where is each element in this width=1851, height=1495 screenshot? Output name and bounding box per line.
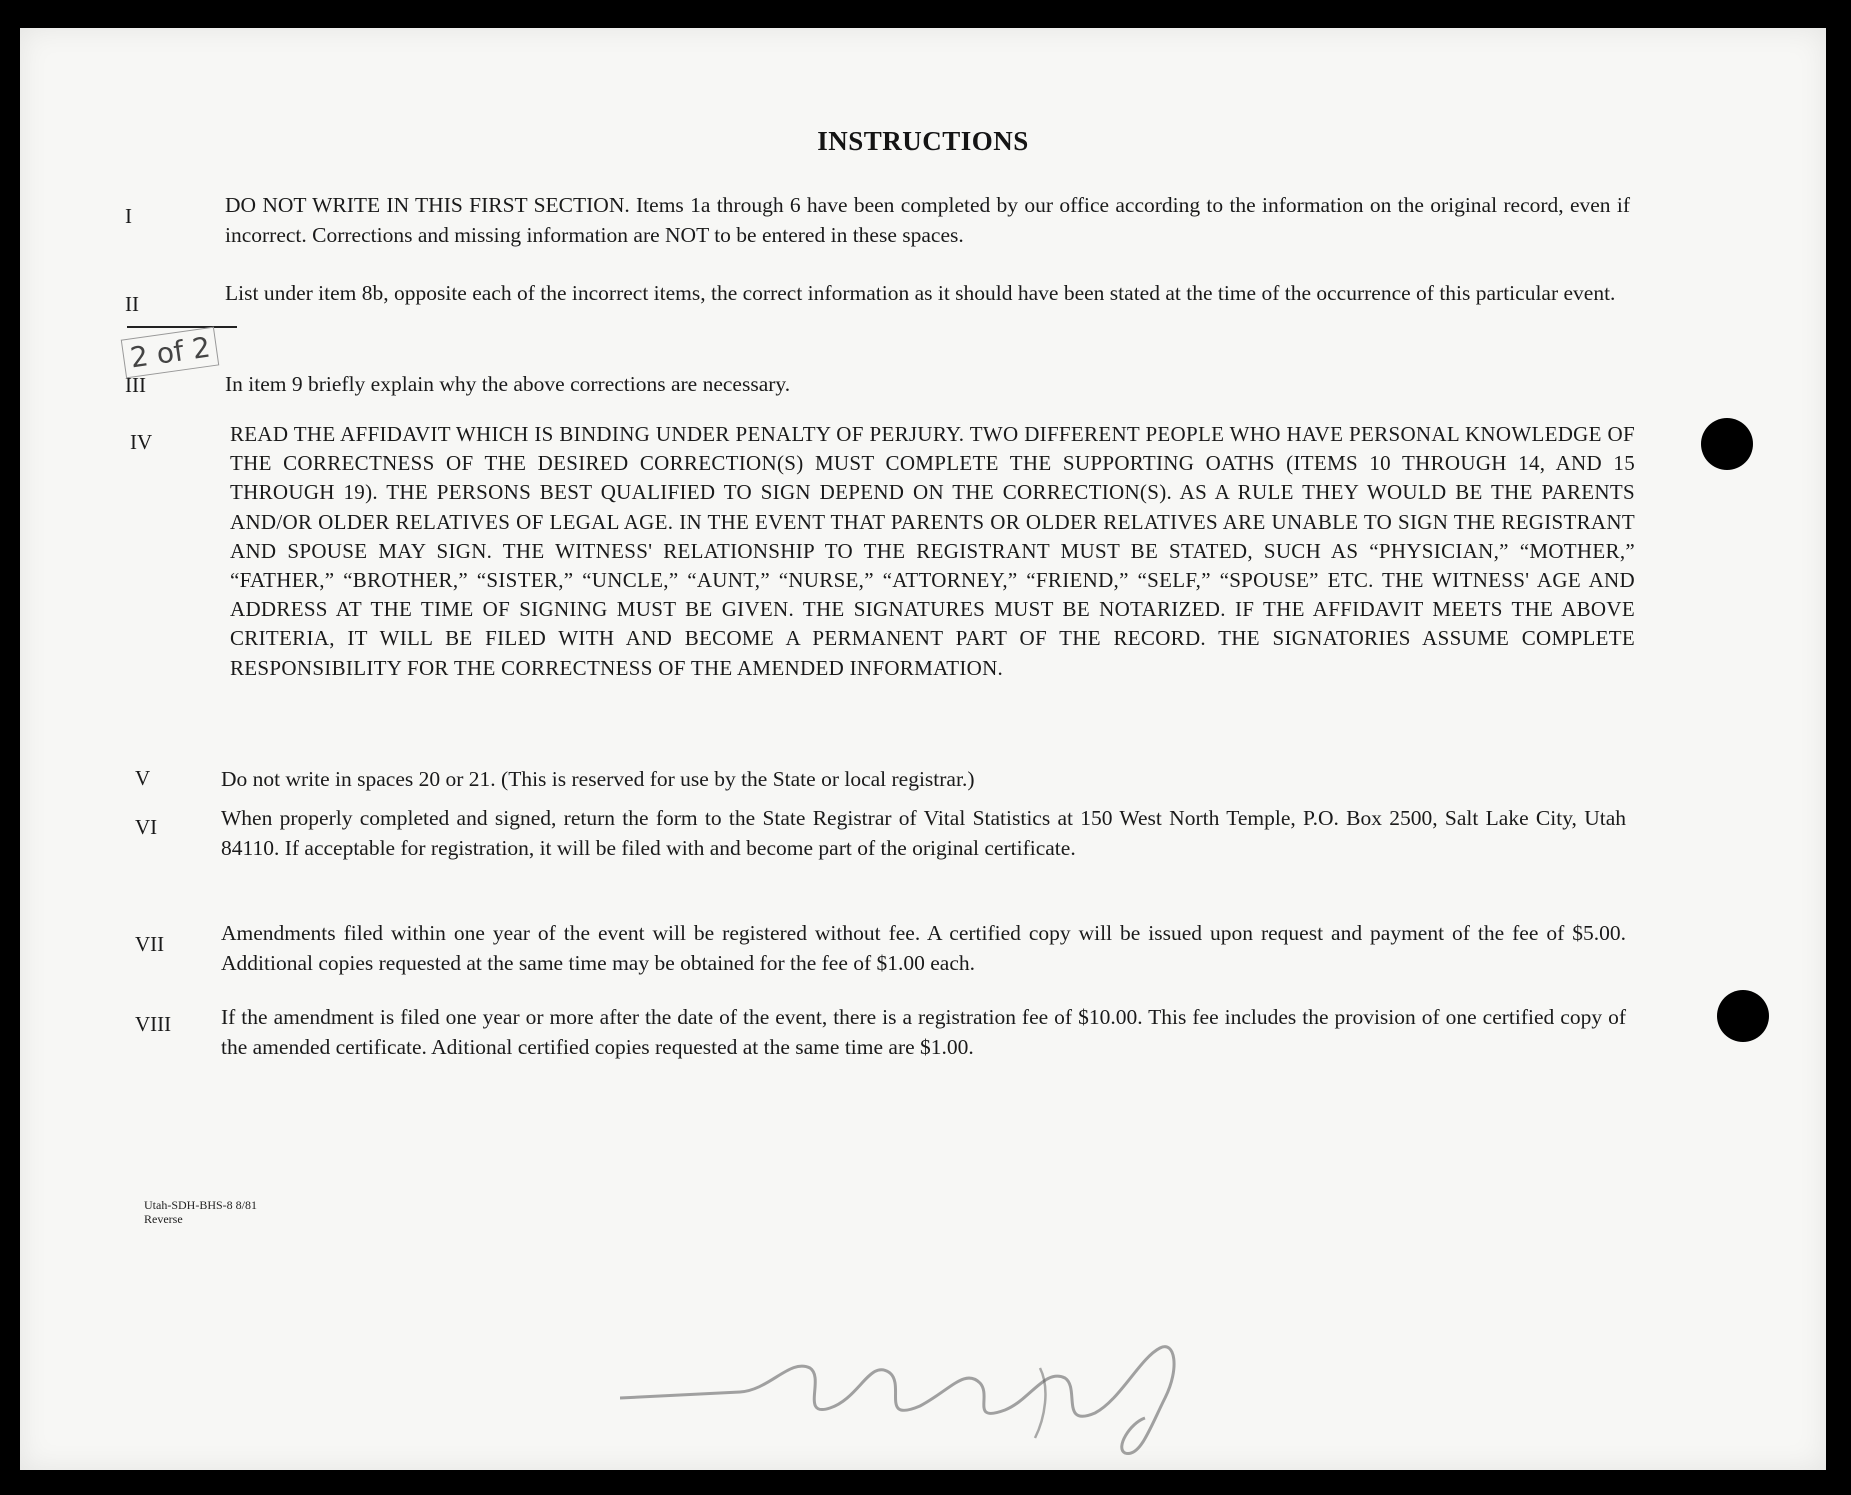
form-id: Utah-SDH-BHS-8 8/81 (144, 1198, 257, 1212)
item-text: READ THE AFFIDAVIT WHICH IS BINDING UNDER PENALTY OF PERJURY. TWO DIFFERENT PEOPLE WHO HAVE PERSONAL KNOWLEDGE OF THE CORRECTNESS OF THE DESIRED CORRECTION(S) MUST COMPLETE THE SUPPORTING OATHS (ITEMS 10 THROUGH 14, AND 15 THROUGH 19). THE PERSONS BEST QUALIFIED TO SIGN DEPEND ON THE CORRECTION(S). AS A RULE THEY WOULD BE THE PARENTS AND/OR OLDER RELATIVES OF LEGAL AGE. IN THE EVENT THAT PARENTS OR OLDER RELATIVES ARE UNABLE TO SIGN THE REGISTRANT AND SPOUSE MAY SIGN. THE WITNESS' RELATIONSHIP TO THE REGISTRANT MUST BE STATED, SUCH AS “PHYSICIAN,” “MOTHER,” “FATHER,” “BROTHER,” “SISTER,” “UNCLE,” “AUNT,” “NURSE,” “ATTORNEY,” “FRIEND,” “SELF,” “SPOUSE” ETC. THE WITNESS' AGE AND ADDRESS AT THE TIME OF SIGNING MUST BE GIVEN. THE SIGNATURES MUST BE NOTARIZED. IF THE AFFIDAVIT MEETS THE ABOVE CRITERIA, IT WILL BE FILED WITH AND BECOME A PERMANENT PART OF THE RECORD. THE SIGNATORIES ASSUME COMPLETE RESPONSIBILITY FOR THE CORRECTNESS OF THE AMENDED INFORMATION. (230, 422, 1635, 680)
item-text: When properly completed and signed, return the form to the State Registrar of Vital Statistics at 150 West North Temple, P.O. Box 2500, Salt Lake City, Utah 84110. If acceptable for registration, it will be filed with and become part of the original certificate. (221, 806, 1626, 860)
item-number: VII (135, 932, 165, 956)
punch-hole-upper (1701, 418, 1753, 470)
item-number: IV (130, 430, 153, 454)
strike-through-mark (127, 326, 237, 328)
form-side: Reverse (144, 1212, 183, 1226)
page-title: INSTRUCTIONS (817, 126, 1029, 156)
form-footer (144, 1198, 257, 1226)
item-text: In item 9 briefly explain why the above corrections are necessary. (225, 372, 791, 396)
item-number: V (135, 766, 151, 790)
item-number: II (125, 292, 139, 316)
document-page (20, 28, 1826, 1470)
item-number: I (125, 204, 132, 228)
item-text: DO NOT WRITE IN THIS FIRST SECTION. Items 1a through 6 have been completed by our office according to the information on the original record, even if incorrect. Corrections and missing information are NOT to be entered in these spaces. (225, 193, 1630, 247)
item-number: III (125, 373, 146, 397)
item-number: VIII (135, 1012, 172, 1036)
item-text: List under item 8b, opposite each of the incorrect items, the correct information as it should have been stated at the time of the occurrence of this particular event. (225, 281, 1616, 305)
item-text: If the amendment is filed one year or more after the date of the event, there is a registration fee of $10.00. This fee includes the provision of one certified copy of the amended certificate. Aditional certified copies requested at the same time are $1.00. (221, 1005, 1626, 1059)
punch-hole-lower (1717, 990, 1769, 1042)
signature-icon (620, 1328, 1260, 1468)
page-count-note: 2 of 2 (121, 327, 220, 379)
item-text: Do not write in spaces 20 or 21. (This is reserved for use by the State or local registrar.) (221, 767, 975, 791)
item-number: VI (135, 815, 158, 839)
item-text: Amendments filed within one year of the event will be registered without fee. A certified copy will be issued upon request and payment of the fee of $5.00. Additional copies requested at the same time may be obtained for the fee of $1.00 each. (221, 921, 1626, 975)
